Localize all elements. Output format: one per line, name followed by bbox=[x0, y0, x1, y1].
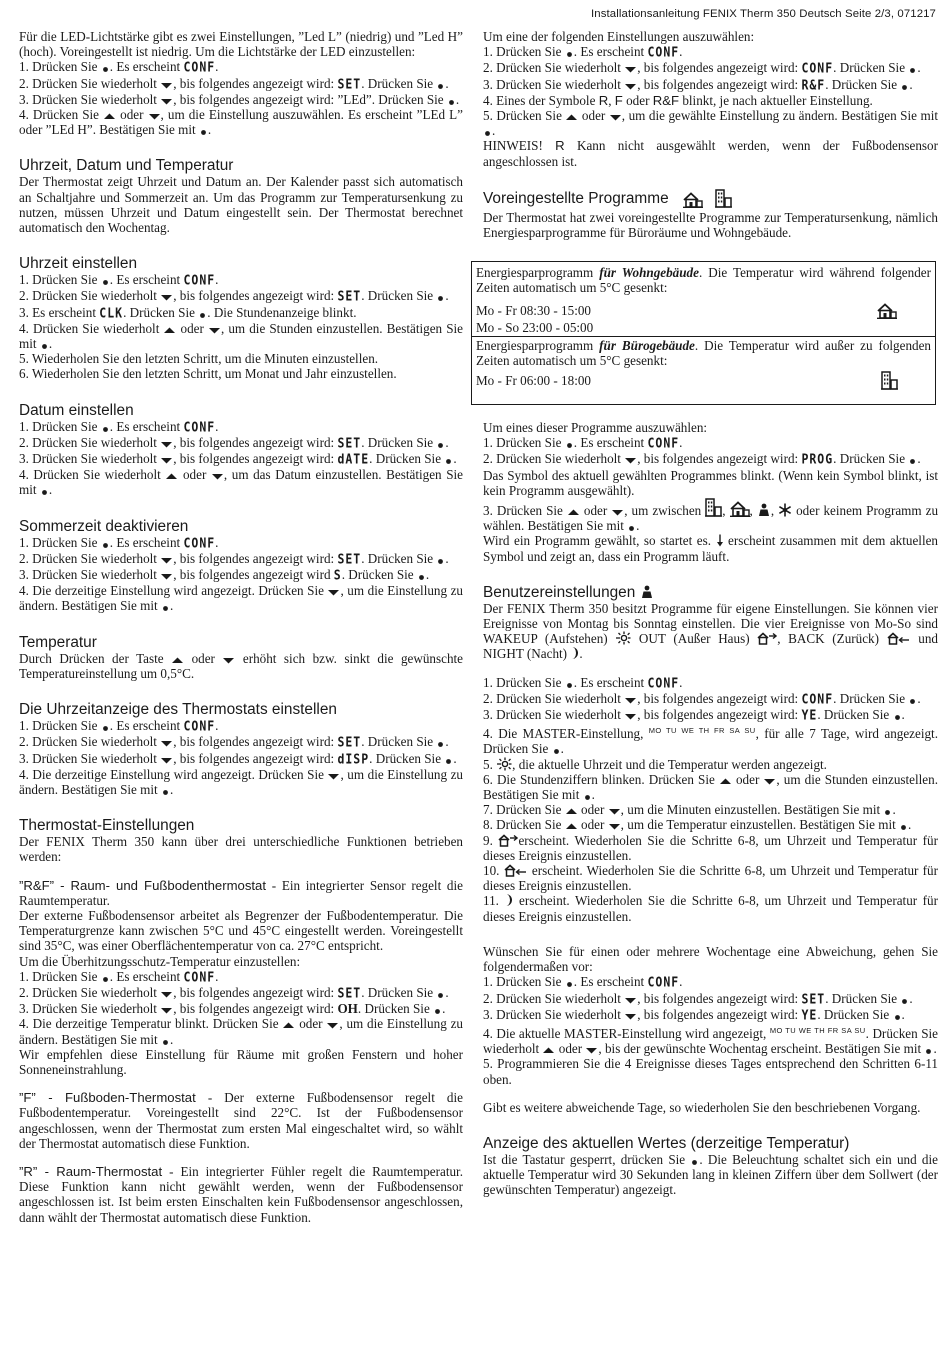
user-step-9: 9. erscheint. Wiederholen Sie die Schritte 6-8, um Uhrzeit und Temperatur für dieses Ereignis einzustellen. bbox=[483, 832, 939, 863]
dot-icon bbox=[565, 440, 574, 449]
dot-icon bbox=[893, 1012, 902, 1021]
user-step-10: 10. erscheint. Wiederholen Sie die Schritte 6-8, um Uhrzeit und Temperatur für dieses Ereignis einzustellen. bbox=[483, 863, 938, 894]
rf-step-1: 1. Drücken Sie . Es erscheint CONF. bbox=[19, 968, 219, 985]
clock-display-step-1: 1. Drücken Sie . Es erscheint CONF. bbox=[19, 717, 219, 735]
lcd-conf: CONF bbox=[647, 974, 680, 991]
symbol-r: R bbox=[598, 92, 609, 108]
lcd-conf: CONF bbox=[647, 674, 680, 691]
rf-mode-text: ”R&F” - Raum- und Fußbodenthermostat - Ein integrierter Sensor regelt die Raumtemperatur. bbox=[19, 877, 463, 908]
home-program-time-2: Mo - So 23:00 - 05:00 bbox=[476, 320, 594, 335]
section-title-dst: Sommerzeit deaktivieren bbox=[19, 517, 189, 535]
arrow-down-icon bbox=[222, 656, 235, 665]
arrow-down-icon bbox=[624, 65, 637, 74]
symbol-r: R bbox=[555, 138, 565, 154]
arrow-down-icon bbox=[160, 97, 173, 106]
lcd-rnf: R&F bbox=[801, 76, 826, 93]
lcd-set: SET bbox=[337, 288, 362, 305]
arrow-up-icon bbox=[163, 326, 176, 335]
user-step-3: 3. Drücken Sie wiederholt , bis folgendes angezeigt wird: YE. Drücken Sie . bbox=[483, 706, 905, 724]
lcd-s: S bbox=[333, 566, 342, 584]
lcd-ye: YE bbox=[801, 1006, 818, 1023]
user-step-5: 5. , die aktuelle Uhrzeit und die Temperatur werden angezeigt. bbox=[483, 756, 827, 772]
rf-recommend: Wir empfehlen diese Einstellung für Räume mit großen Fenstern und hoher Sonneneinstrahlung. bbox=[19, 1046, 463, 1077]
dot-icon bbox=[565, 49, 574, 58]
led-intro: Für die LED-Lichtstärke gibt es zwei Einstellungen, ”Led L” (niedrig) und ”Led H” (hoch). Voreingestellt ist niedrig. Um die Lichtstärke der LED einzustellen: bbox=[19, 29, 463, 60]
arrow-up-icon bbox=[165, 472, 178, 481]
dot-icon bbox=[883, 807, 892, 816]
lcd-set: SET bbox=[337, 434, 362, 451]
arrow-up-icon bbox=[719, 777, 732, 786]
set-date-step-1: 1. Drücken Sie . Es erscheint CONF. bbox=[19, 418, 219, 435]
dot-icon bbox=[101, 277, 110, 286]
arrow-up-icon bbox=[542, 1046, 555, 1055]
dot-icon bbox=[101, 64, 110, 73]
dot-icon bbox=[161, 603, 170, 612]
dot-icon bbox=[436, 739, 445, 748]
arrow-down-icon bbox=[763, 777, 776, 786]
box-divider bbox=[472, 336, 935, 337]
arrow-down-icon bbox=[160, 572, 173, 581]
arrow-down-icon bbox=[160, 293, 173, 302]
set-time-step-4: 4. Drücken Sie wiederholt oder , um die Stunden einzustellen. Bestätigen Sie mit . bbox=[19, 320, 463, 352]
arrow-down-icon bbox=[624, 456, 637, 465]
led-step-3: 3. Drücken Sie wiederholt , bis folgendes angezeigt wird: ”LEd”. Drücken Sie . bbox=[19, 91, 460, 107]
deviation-step-4: 4. Die aktuelle MASTER-Einstellung wird angezeigt, $^{MO TU WE TH FR SA SU}$. Drücken Sie wiederholt oder , bis der gewünschte Wochentag erscheint. Bestätigen Sie mit . bbox=[483, 1025, 939, 1057]
user-step-11: 11. erscheint. Wiederholen Sie die Schritte 6-8, um Uhrzeit und Temperatur für dieses Ereignis einzustellen. bbox=[483, 893, 938, 924]
user-step-2: 2. Drücken Sie wiederholt , bis folgendes angezeigt wird: CONF. Drücken Sie . bbox=[483, 690, 921, 707]
dot-icon bbox=[444, 756, 453, 765]
dst-step-3: 3. Drücken Sie wiederholt , bis folgendes angezeigt wird S. Drücken Sie . bbox=[19, 566, 430, 584]
home-program-time-1: Mo - Fr 08:30 - 15:00 bbox=[476, 303, 591, 318]
arrow-down-icon bbox=[327, 772, 340, 781]
choose-blink: Das Symbol des aktuell gewählten Programmes blinkt. (Wenn kein Symbol blinkt, ist kein Programm ausgewählt). bbox=[483, 467, 938, 498]
user-step-6: 6. Die Stundenziffern blinken. Drücken Sie oder , um die Stunden einzustellen. Bestätigen Sie mit . bbox=[483, 771, 938, 803]
program-running-arrow-icon bbox=[716, 534, 724, 547]
lcd-conf: CONF bbox=[801, 60, 834, 77]
select-step-3: 3. Drücken Sie wiederholt , bis folgendes angezeigt wird: R&F. Drücken Sie . bbox=[483, 76, 913, 93]
clock-display-step-3: 3. Drücken Sie wiederholt , bis folgendes angezeigt wird: dISP. Drücken Sie . bbox=[19, 750, 457, 767]
night-moon-icon bbox=[570, 646, 579, 660]
user-step-7: 7. Drücken Sie oder , um die Minuten einzustellen. Bestätigen Sie mit . bbox=[483, 802, 896, 818]
dot-icon bbox=[436, 81, 445, 90]
dot-icon bbox=[436, 990, 445, 999]
arrow-down-icon bbox=[624, 712, 637, 721]
back-house-icon bbox=[504, 864, 528, 877]
lcd-conf: CONF bbox=[183, 717, 216, 735]
dst-step-1: 1. Drücken Sie . Es erscheint CONF. bbox=[19, 534, 219, 551]
arrow-down-icon bbox=[624, 696, 637, 705]
lcd-conf: CONF bbox=[183, 418, 216, 435]
select-hint: HINWEIS! R Kann nicht ausgewählt werden, wenn der Fußbodensensor angeschlossen ist. bbox=[483, 138, 938, 169]
set-time-step-6: 6. Wiederholen Sie den letzten Schritt, um Monat und Jahr einzustellen. bbox=[19, 366, 397, 382]
arrow-up-icon bbox=[567, 508, 580, 517]
dot-icon bbox=[908, 696, 917, 705]
arrow-down-icon bbox=[585, 1046, 598, 1055]
office-program-time-1: Mo - Fr 06:00 - 18:00 bbox=[476, 373, 591, 388]
arrow-down-icon bbox=[611, 508, 624, 517]
dot-icon bbox=[565, 680, 574, 689]
r-mode-text: ”R” - Raum-Thermostat - Ein integrierter Fühler regelt die Raumtemperatur. Diese Funktion kann nicht gewählt werden, wenn der Fußbodensensor angeschlossen ist. Ist beim ersten Einschalten kein Fußbodensensor angeschlossen, dann wählt der Thermostat automatisch diese Funktion. bbox=[19, 1163, 463, 1225]
arrow-down-icon bbox=[160, 440, 173, 449]
arrow-down-icon bbox=[624, 82, 637, 91]
person-icon bbox=[640, 585, 654, 599]
deviation-intro: Wünschen Sie für einen oder mehrere Wochentage eine Abweichung, gehen Sie folgendermaßen vor: bbox=[483, 943, 938, 975]
dot-icon bbox=[101, 723, 110, 732]
dot-icon bbox=[483, 128, 492, 137]
rf-step-2: 2. Drücken Sie wiederholt , bis folgendes angezeigt wird: SET. Drücken Sie . bbox=[19, 984, 449, 1001]
section-title-set-time: Uhrzeit einstellen bbox=[19, 255, 138, 273]
set-time-step-1: 1. Drücken Sie . Es erscheint CONF. bbox=[19, 272, 219, 289]
set-date-step-2: 2. Drücken Sie wiederholt , bis folgendes angezeigt wird: SET. Drücken Sie . bbox=[19, 434, 449, 451]
lcd-conf: CONF bbox=[183, 534, 216, 551]
left-column bbox=[19, 29, 463, 1225]
arrow-down-icon bbox=[148, 112, 161, 121]
select-intro: Um eine der folgenden Einstellungen auszuwählen: bbox=[483, 29, 755, 44]
lcd-clk: CLK bbox=[99, 304, 124, 321]
dot-icon bbox=[101, 540, 110, 549]
back-house-icon bbox=[887, 632, 911, 645]
house-icon bbox=[877, 303, 897, 319]
house-icon bbox=[730, 501, 750, 517]
clock-display-step-2: 2. Drücken Sie wiederholt , bis folgendes angezeigt wird: SET. Drücken Sie . bbox=[19, 734, 449, 751]
select-step-4: 4. Eines der Symbole R, F oder R&F blinkt, je nach aktueller Einstellung. bbox=[483, 92, 873, 108]
choose-step-2: 2. Drücken Sie wiederholt , bis folgendes angezeigt wird: PROG. Drücken Sie . bbox=[483, 451, 921, 468]
set-date-step-3: 3. Drücken Sie wiederholt , bis folgendes angezeigt wird: dATE. Drücken Sie . bbox=[19, 450, 457, 468]
deviation-step-2: 2. Drücken Sie wiederholt , bis folgendes angezeigt wird: SET. Drücken Sie . bbox=[483, 990, 913, 1007]
dot-icon bbox=[899, 822, 908, 831]
arrow-down-icon bbox=[608, 807, 621, 816]
lcd-set: SET bbox=[337, 550, 362, 567]
office-icon bbox=[881, 371, 898, 390]
arrow-down-icon bbox=[160, 81, 173, 90]
dot-icon bbox=[101, 974, 110, 983]
dot-icon bbox=[433, 1006, 442, 1015]
weekday-indicator: MO TU WE TH FR SA SU bbox=[648, 726, 756, 736]
lcd-conf: CONF bbox=[183, 59, 216, 76]
dot-icon bbox=[627, 523, 636, 532]
section-title-current-value: Anzeige des aktuellen Wertes (derzeitige Temperatur) bbox=[483, 1134, 850, 1152]
clock-display-step-4: 4. Die derzeitige Einstellung wird angezeigt. Drücken Sie , um die Einstellung zu ändern. Bestätigen Sie mit . bbox=[19, 766, 463, 797]
home-program-desc: Energiesparprogramm für Wohngebäude. Die Temperatur wird während folgender Zeiten automatisch um 5°C gesenkt: bbox=[476, 265, 931, 296]
rf-step-3: 3. Drücken Sie wiederholt , bis folgendes angezeigt wird: OH. Drücken Sie . bbox=[19, 1001, 446, 1017]
office-icon bbox=[705, 498, 722, 517]
section-title-user-settings: Benutzereinstellungen bbox=[483, 584, 938, 601]
dot-icon bbox=[161, 787, 170, 796]
dot-icon bbox=[583, 792, 592, 801]
choose-step-3: 3. Drücken Sie oder , um zwischen , , , oder keinem Programm zu wählen. Bestätigen Sie mit . bbox=[483, 498, 938, 533]
symbol-f: F bbox=[614, 92, 623, 108]
dot-icon bbox=[908, 65, 917, 74]
arrow-up-icon bbox=[565, 113, 578, 122]
dot-icon bbox=[198, 310, 207, 319]
wakeup-sun-icon bbox=[496, 757, 512, 771]
rf-mode-p2: Der externe Fußbodensensor arbeitet als Begrenzer der Fußbodentemperatur. Die Temperaturgrenze kann zwischen 5°C und 45°C eingestellt werden. Voreingestellt sind 35°C, was einer Oberflächentemperatur von ca. 27°C entspricht. bbox=[19, 907, 463, 954]
dot-icon bbox=[900, 82, 909, 91]
section-title-time-date-temp: Uhrzeit, Datum und Temperatur bbox=[19, 157, 234, 175]
person-icon bbox=[757, 503, 771, 517]
time-date-temp-text: Der Thermostat zeigt Uhrzeit und Datum an. Der Kalender passt sich automatisch an Schaltjahre und Sommerzeit an. Um das Programm zur Temperatursenkung zu nutzen, müssen Uhrzeit und Datum eingestellt sein. Der Thermostat berechnet automatisch den Wochentag. bbox=[19, 174, 463, 236]
arrow-down-icon bbox=[160, 739, 173, 748]
arrow-down-icon bbox=[160, 1006, 173, 1015]
arrow-down-icon bbox=[160, 556, 173, 565]
dst-step-2: 2. Drücken Sie wiederholt , bis folgendes angezeigt wird: SET. Drücken Sie . bbox=[19, 550, 449, 567]
choose-step-1: 1. Drücken Sie . Es erscheint CONF. bbox=[483, 435, 683, 452]
preset-programs-box bbox=[471, 261, 936, 405]
thermostat-settings-intro: Der FENIX Therm 350 kann über drei unterschiedliche Funktionen betrieben werden: bbox=[19, 834, 463, 865]
arrow-down-icon bbox=[160, 756, 173, 765]
office-icon bbox=[715, 189, 732, 208]
dot-icon bbox=[565, 979, 574, 988]
section-title-temperature: Temperatur bbox=[19, 633, 97, 651]
dot-icon bbox=[436, 440, 445, 449]
arrow-up-icon bbox=[103, 112, 116, 121]
lcd-prog: PROG bbox=[801, 451, 834, 468]
arrow-down-icon bbox=[608, 822, 621, 831]
choose-intro: Um eines dieser Programme auszuwählen: bbox=[483, 420, 708, 435]
user-step-4: 4. Die MASTER-Einstellung, $^{MO TU WE TH FR SA SU}$, für alle 7 Tage, wird angezeigt. Drücken Sie . bbox=[483, 726, 938, 757]
lcd-conf: CONF bbox=[647, 435, 680, 452]
f-mode-text: ”F” - Fußboden-Thermostat - Der externe Fußbodensensor regelt die Fußbodentemperatur. Voreingestellt sind 22°C. Ist der Fußbodensensor angeschlossen, wenn der Thermostat zum ersten Mal eingeschaltet wird, so wählt der Thermostat automatisch diese Funktion. bbox=[19, 1090, 463, 1151]
arrow-down-icon bbox=[624, 1012, 637, 1021]
dot-icon bbox=[436, 293, 445, 302]
arrow-down-icon bbox=[326, 1021, 339, 1030]
dot-icon bbox=[552, 746, 561, 755]
dot-icon bbox=[101, 424, 110, 433]
set-time-step-3: 3. Es erscheint CLK. Drücken Sie . Die Stundenanzeige blinkt. bbox=[19, 304, 357, 321]
select-step-5: 5. Drücken Sie oder , um die gewählte Einstellung zu ändern. Bestätigen Sie mit . bbox=[483, 108, 939, 139]
deviation-step-5: 5. Programmieren Sie die 4 Ereignisse dieses Tages entsprechend den Schritten 6-11 oben. bbox=[483, 1056, 938, 1087]
right-column-top bbox=[483, 29, 938, 240]
lcd-conf: CONF bbox=[183, 272, 216, 289]
dot-icon bbox=[436, 556, 445, 565]
weekday-indicator: MO TU WE TH FR SA SU bbox=[769, 1025, 866, 1035]
dot-icon bbox=[444, 456, 453, 465]
arrow-down-icon bbox=[208, 326, 221, 335]
dot-icon bbox=[908, 456, 917, 465]
section-title-set-date: Datum einstellen bbox=[19, 401, 134, 419]
lcd-disp: dISP bbox=[337, 750, 370, 767]
lcd-conf: CONF bbox=[183, 968, 216, 985]
lcd-date: dATE bbox=[337, 450, 370, 468]
temperature-text: Durch Drücken der Taste oder erhöht sich bzw. sinkt die gewünschte Temperatureinstellung um 0,5°C. bbox=[19, 650, 463, 681]
lcd-conf: CONF bbox=[647, 44, 680, 61]
dst-step-4: 4. Die derzeitige Einstellung wird angezeigt. Drücken Sie , um die Einstellung zu ändern. Bestätigen Sie mit . bbox=[19, 583, 463, 614]
set-time-step-2: 2. Drücken Sie wiederholt , bis folgendes angezeigt wird: SET. Drücken Sie . bbox=[19, 288, 449, 305]
lcd-set: SET bbox=[801, 990, 826, 1007]
user-intro: Der FENIX Therm 350 besitzt Programme für eigene Einstellungen. Sie können vier Ereignisse von Montag bis Sonntag einstellen. Die vier Ereignisse von Mo-So sind WAKEUP (Aufstehen) OUT (Außer Haus) , BACK (Zurück) und NIGHT (Nacht) . bbox=[483, 600, 938, 662]
deviation-step-1: 1. Drücken Sie . Es erscheint CONF. bbox=[483, 974, 683, 991]
arrow-down-icon bbox=[160, 990, 173, 999]
user-step-1: 1. Drücken Sie . Es erscheint CONF. bbox=[483, 674, 683, 691]
section-title-thermostat-settings: Thermostat-Einstellungen bbox=[19, 817, 195, 835]
dot-icon bbox=[161, 1037, 170, 1046]
dot-icon bbox=[924, 1046, 933, 1055]
select-step-2: 2. Drücken Sie wiederholt , bis folgendes angezeigt wird: CONF. Drücken Sie . bbox=[483, 60, 921, 77]
choose-run: Wird ein Programm gewählt, so startet es. erscheint zusammen mit dem aktuellen Symbol und zeigt an, dass ein Programm läuft. bbox=[483, 533, 938, 564]
arrow-up-icon bbox=[565, 822, 578, 831]
set-time-step-5: 5. Wiederholen Sie den letzten Schritt, um die Minuten einzustellen. bbox=[19, 351, 379, 367]
section-title-clock-display: Die Uhrzeitanzeige des Thermostats einstellen bbox=[19, 701, 337, 719]
arrow-down-icon bbox=[327, 588, 340, 597]
lcd-conf: CONF bbox=[801, 690, 834, 707]
lcd-set: SET bbox=[337, 734, 362, 751]
deviation-more: Gibt es weitere abweichende Tage, so wiederholen Sie den beschriebenen Vorgang. bbox=[483, 1099, 921, 1115]
arrow-down-icon bbox=[609, 113, 622, 122]
rf-step-4: 4. Die derzeitige Temperatur blinkt. Drücken Sie oder , um die Einstellung zu ändern. Bestätigen Sie mit . bbox=[19, 1016, 463, 1047]
deviation-step-3: 3. Drücken Sie wiederholt , bis folgendes angezeigt wird: YE. Drücken Sie . bbox=[483, 1006, 905, 1023]
select-step-1: 1. Drücken Sie . Es erscheint CONF. bbox=[483, 44, 683, 61]
led-step-4: 4. Drücken Sie oder , um die Einstellung auszuwählen. Es erscheint ”LEd L” oder ”LEd H”. Bestätigen Sie mit . bbox=[19, 107, 464, 138]
dot-icon bbox=[199, 127, 208, 136]
house-icon bbox=[683, 192, 703, 208]
user-step-8: 8. Drücken Sie oder , um die Temperatur einzustellen. Bestätigen Sie mit . bbox=[483, 817, 912, 833]
page-header: Installationsanleitung FENIX Therm 350 Deutsch Seite 2/3, 071217 bbox=[591, 8, 936, 20]
lcd-set: SET bbox=[337, 75, 362, 92]
dot-icon bbox=[900, 996, 909, 1005]
dot-icon bbox=[893, 712, 902, 721]
current-value-text: Ist die Tastatur gesperrt, drücken Sie . Die Beleuchtung schaltet sich ein und die aktuelle Temperatur wird 30 Sekunden lang in kleinen Ziffern über dem Sollwert (der gewünschten Temperatur) angezeigt. bbox=[483, 1151, 938, 1198]
oh-value: OH bbox=[337, 1001, 358, 1017]
right-column-bottom bbox=[483, 420, 938, 1198]
arrow-up-icon bbox=[282, 1021, 295, 1030]
arrow-up-icon bbox=[565, 807, 578, 816]
rf-mode-p3: Um die Überhitzungsschutz-Temperatur einzustellen: bbox=[19, 953, 301, 969]
wakeup-sun-icon bbox=[615, 631, 631, 645]
arrow-up-icon bbox=[171, 656, 184, 665]
arrow-down-icon bbox=[624, 996, 637, 1005]
section-title-presets: Voreingestellte Programme bbox=[483, 189, 938, 210]
symbol-rnf: R&F bbox=[652, 92, 680, 108]
lcd-ye: YE bbox=[801, 706, 818, 724]
office-program-desc: Energiesparprogramm für Bürogebäude. Die Temperatur wird außer zu folgenden Zeiten automatisch um 5°C gesenkt: bbox=[476, 338, 931, 369]
set-date-step-4: 4. Drücken Sie wiederholt oder , um das Datum einzustellen. Bestätigen Sie mit . bbox=[19, 467, 463, 498]
led-step-2: 2. Drücken Sie wiederholt , bis folgendes angezeigt wird: SET. Drücken Sie . bbox=[19, 75, 449, 92]
arrow-down-icon bbox=[211, 472, 224, 481]
out-house-icon bbox=[757, 632, 777, 645]
snowflake-icon bbox=[778, 503, 792, 517]
dot-icon bbox=[40, 341, 49, 350]
led-step-1: 1. Drücken Sie . Es erscheint CONF. bbox=[19, 59, 219, 76]
presets-text: Der Thermostat hat zwei voreingestellte Programme zur Temperatursenkung, nämlich Energiesparprogramme für Büroräume und Wohngebäude. bbox=[483, 209, 938, 241]
dot-icon bbox=[417, 572, 426, 581]
out-house-icon bbox=[498, 834, 518, 847]
dot-icon bbox=[447, 97, 456, 106]
lcd-set: SET bbox=[337, 984, 362, 1001]
dot-icon bbox=[40, 487, 49, 496]
arrow-down-icon bbox=[160, 456, 173, 465]
